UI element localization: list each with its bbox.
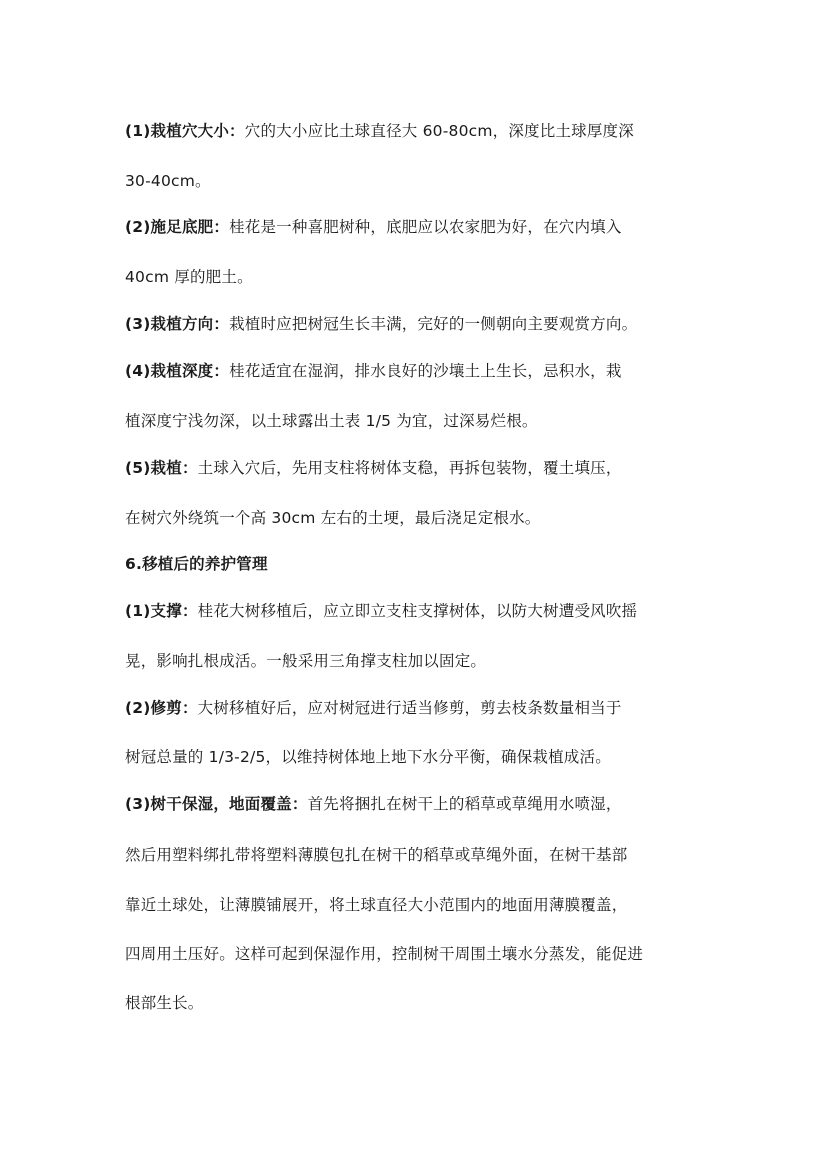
para-label: (2)修剪：: [125, 699, 198, 717]
para-label: (3)树干保湿，地面覆盖：: [125, 795, 308, 813]
para-text: 首先将捆扎在树干上的稻草或草绳用水喷湿，: [307, 795, 622, 813]
para-continuation: 靠近土球处，让薄膜铺展开，将土球直径大小范围内的地面用薄膜覆盖，: [125, 896, 628, 914]
para-label: (4)栽植深度：: [125, 362, 230, 380]
para-continuation: 树冠总量的 1/3-2/5，以维持树体地上地下水分平衡，确保栽植成活。: [125, 748, 611, 766]
para-continuation: 植深度宁浅勿深，以土球露出土表 1/5 为宜，过深易烂根。: [125, 412, 538, 430]
para-label: (1)支撑：: [125, 602, 198, 620]
para-planting-hole-size: [125, 121, 725, 141]
para-continuation: 40cm 厚的肥土。: [125, 268, 253, 286]
para-support: [125, 601, 725, 621]
para-planting-direction: [125, 314, 725, 334]
para-label: (3)栽植方向：: [125, 315, 230, 333]
para-text: 桂花大树移植后，应立即立支柱支撑树体，以防大树遭受风吹摇: [197, 602, 638, 620]
para-label: (2)施足底肥：: [125, 218, 230, 236]
para-text: 桂花是一种喜肥树种，底肥应以农家肥为好，在穴内填入: [229, 218, 622, 236]
para-continuation: 30-40cm。: [125, 172, 211, 190]
para-trunk-moisture: [125, 794, 725, 814]
para-continuation: 四周用土压好。这样可起到保湿作用，控制树干周围土壤水分蒸发，能促进: [125, 945, 644, 963]
para-text: 大树移植好后，应对树冠进行适当修剪，剪去枝条数量相当于: [197, 699, 622, 717]
para-continuation: 根部生长。: [125, 994, 204, 1012]
para-text: 桂花适宜在湿润，排水良好的沙壤土上生长，忌积水，栽: [229, 362, 622, 380]
para-continuation: 然后用塑料绑扎带将塑料薄膜包扎在树干的稻草或草绳外面，在树干基部: [125, 846, 628, 864]
para-planting: [125, 458, 725, 478]
para-base-fertilizer: [125, 217, 725, 237]
para-text: 土球入穴后，先用支柱将树体支稳，再拆包装物，覆土填压，: [197, 459, 622, 477]
para-continuation: 在树穴外绕筑一个高 30cm 左右的土埂，最后浇足定根水。: [125, 509, 541, 527]
para-pruning: [125, 698, 725, 718]
para-text: 栽植时应把树冠生长丰满，完好的一侧朝向主要观赏方向。: [229, 315, 638, 333]
para-label: (1)栽植穴大小：: [125, 122, 245, 140]
para-label: (5)栽植：: [125, 459, 198, 477]
para-continuation: 晃，影响扎根成活。一般采用三角撑支柱加以固定。: [125, 652, 487, 670]
section-heading: 6.移植后的养护管理: [125, 555, 268, 573]
para-text: 穴的大小应比土球直径大 60-80cm，深度比土球厚度深: [244, 122, 634, 140]
para-planting-depth: [125, 361, 725, 381]
